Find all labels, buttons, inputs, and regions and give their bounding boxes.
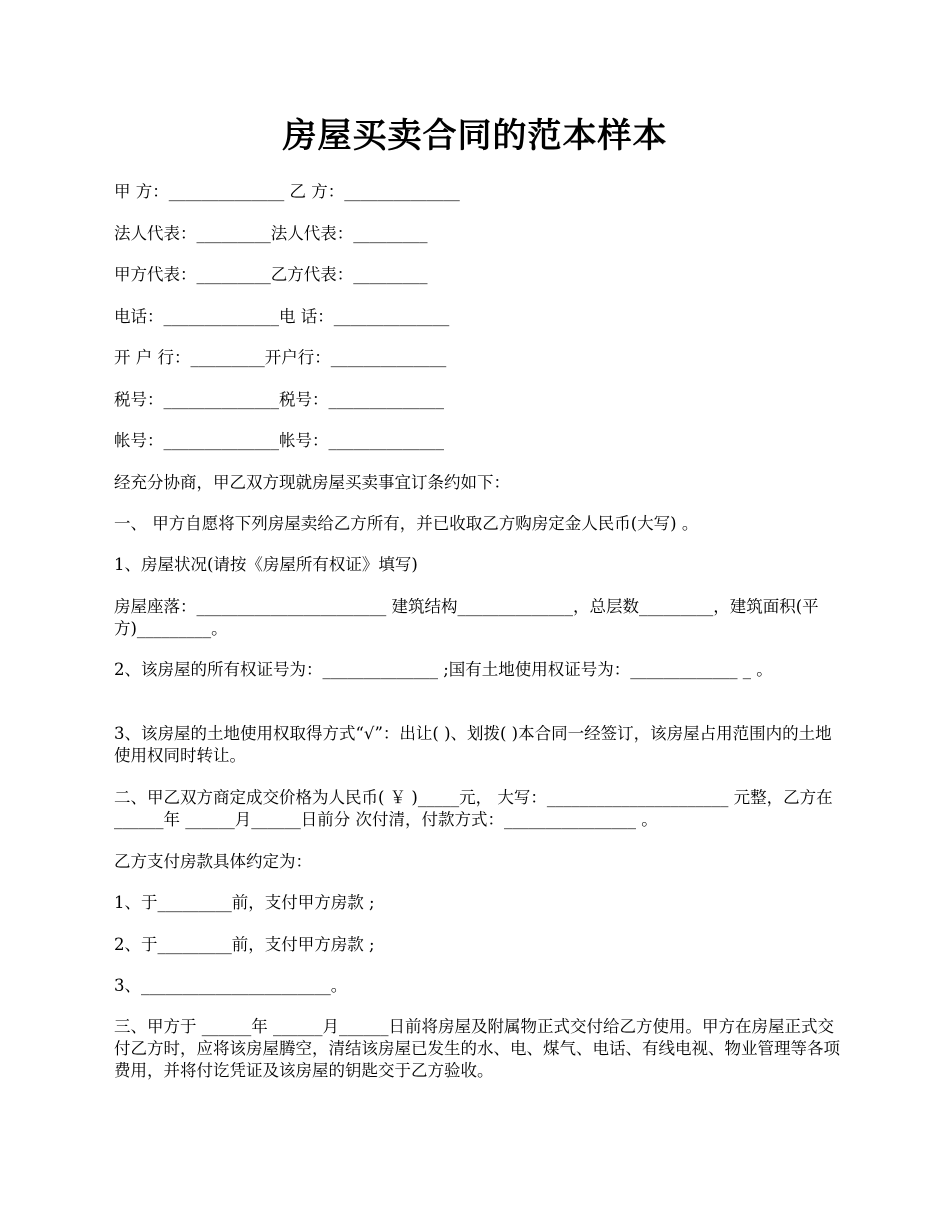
party-names-line: 甲 方：______________ 乙 方：______________ [114, 182, 460, 201]
phone-line: 电话：______________电 话：______________ [114, 307, 450, 326]
tax-number-line: 税号：______________税号：______________ [114, 390, 444, 409]
bank-line: 开 户 行：_________开户行：______________ [114, 348, 447, 367]
party-representative-line: 甲方代表：_________乙方代表：_________ [114, 265, 428, 284]
payment-item-1: 1、于_________前，支付甲方房款 ; [114, 893, 375, 912]
intro-paragraph: 经充分协商，甲乙双方现就房屋买卖事宜订条约如下： [114, 473, 510, 492]
land-use-right-paragraph: 3、该房屋的土地使用权取得方式“√”：出让( )、划拨( )本合同一经签订，该房屋占用范围内的土地使用权同时转让。 [114, 724, 832, 765]
certificate-number-paragraph: 2、该房屋的所有权证号为：______________ ;国有土地使用权证号为：_____________ _ 。 [114, 660, 773, 679]
clause-3-paragraph: 三、甲方于 ______年 ______月______日前将房屋及附属物正式交付给乙方使用。甲方在房屋正式交付乙方时，应将该房屋腾空，清结该房屋已发生的水、电、煤气、电话、有线电视、物业管理等各项费用，并将付讫凭证及该房屋的钥匙交于乙方验收。 [114, 1017, 840, 1080]
document-title: 房屋买卖合同的范本样本 [282, 116, 668, 156]
legal-representative-line: 法人代表：_________法人代表：_________ [114, 224, 428, 243]
house-status-heading: 1、房屋状况(请按《房屋所有权证》填写) [114, 555, 418, 574]
price-clause-paragraph: 二、甲乙双方商定成交价格为人民币( ￥ )_____元， 大写：______________________ 元整，乙方在______年 ______月______日前分 次付清，付款方式：________________ 。 [114, 788, 833, 829]
payment-terms-heading: 乙方支付房款具体约定为： [114, 852, 312, 871]
payment-item-3: 3、_______________________。 [114, 976, 348, 995]
account-number-line: 帐号：______________帐号：______________ [114, 431, 444, 450]
payment-item-2: 2、于_________前，支付甲方房款 ; [114, 935, 375, 954]
clause-1-paragraph: 一、 甲方自愿将下列房屋卖给乙方所有，并已收取乙方购房定金人民币(大写) 。 [114, 514, 699, 533]
house-location-paragraph: 房屋座落：_______________________ 建筑结构______________，总层数_________，建筑面积(平方)_________。 [114, 597, 819, 638]
